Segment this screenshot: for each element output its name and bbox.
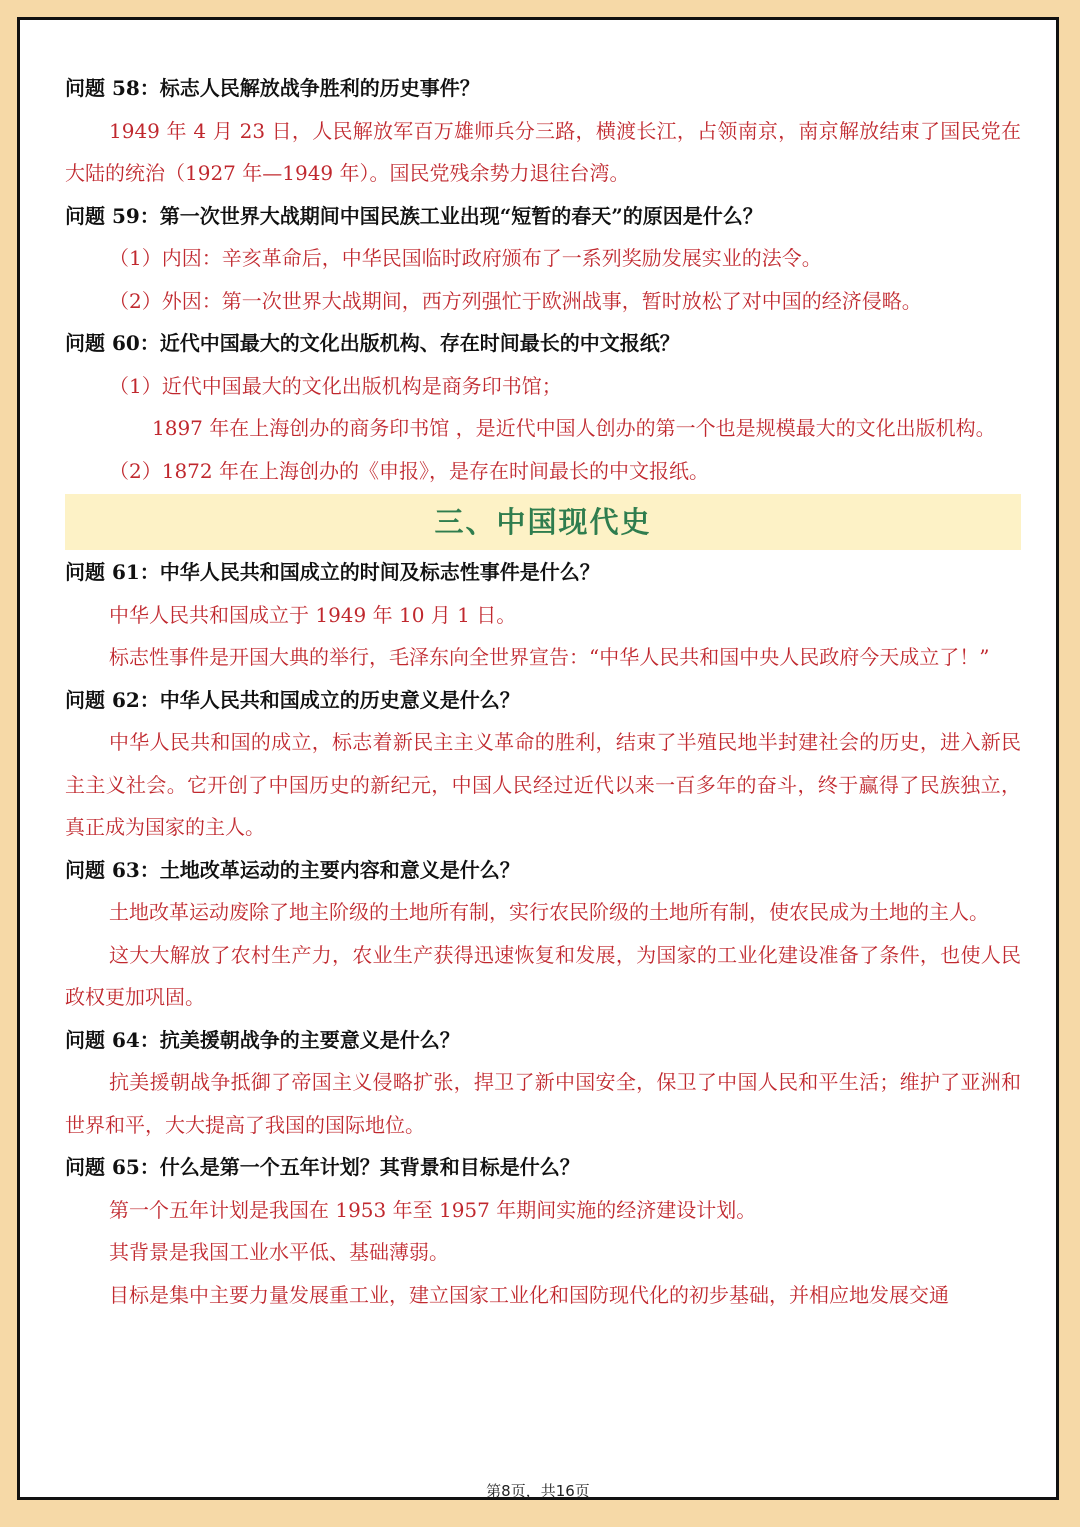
question-61-answer-1: 中华人民共和国成立于 1949 年 10 月 1 日。	[109, 602, 517, 627]
question-58-title: 问题 58：标志人民解放战争胜利的历史事件？	[65, 76, 480, 100]
document-content	[65, 67, 1021, 1316]
question-62-answer: 中华人民共和国的成立，标志着新民主主义革命的胜利，结束了半殖民地半封建社会的历史，进入新民主主义社会。它开创了中国历史的新纪元，中国人民经过近代以来一百多年的奋斗，终于赢得了民族独立，真正成为国家的主人。	[65, 730, 1021, 839]
question-65-title: 问题 65：什么是第一个五年计划？其背景和目标是什么？	[65, 1155, 580, 1179]
question-60-title: 问题 60：近代中国最大的文化出版机构、存在时间最长的中文报纸？	[65, 331, 680, 355]
question-59-title: 问题 59：第一次世界大战期间中国民族工业出现“短暂的春天”的原因是什么？	[65, 203, 763, 228]
question-64-answer: 抗美援朝战争抵御了帝国主义侵略扩张，捍卫了新中国安全，保卫了中国人民和平生活；维护了亚洲和世界和平，大大提高了我国的国际地位。	[65, 1070, 1021, 1137]
question-63-answer-1: 土地改革运动废除了地主阶级的土地所有制，实行农民阶级的土地所有制，使农民成为土地的主人。	[109, 900, 989, 924]
question-60-answer-2: （2）1872 年在上海创办的《申报》，是存在时间最长的中文报纸。	[109, 458, 709, 483]
question-65-answer-3: 目标是集中主要力量发展重工业，建立国家工业化和国防现代化的初步基础，并相应地发展交通	[109, 1282, 949, 1307]
question-63-answer-2: 这大大解放了农村生产力，农业生产获得迅速恢复和发展，为国家的工业化建设准备了条件，也使人民政权更加巩固。	[65, 942, 1021, 1009]
question-59-answer-1: （1）内因：辛亥革命后，中华民国临时政府颁布了一系列奖励发展实业的法令。	[109, 246, 822, 270]
question-64-title: 问题 64：抗美援朝战争的主要意义是什么？	[65, 1027, 460, 1052]
question-60-answer-1: （1）近代中国最大的文化出版机构是商务印书馆；	[109, 373, 562, 398]
question-61-answer-2: 标志性事件是开国大典的举行，毛泽东向全世界宣告：“中华人民共和国中央人民政府今天成立了！”	[109, 645, 990, 669]
question-62-title: 问题 62：中华人民共和国成立的历史意义是什么？	[65, 687, 520, 712]
question-60-answer-detail: 1897 年在上海创办的商务印书馆 ，是近代中国人创办的第一个也是规模最大的文化出版机构。	[152, 416, 996, 440]
question-61-title: 问题 61：中华人民共和国成立的时间及标志性事件是什么？	[65, 560, 600, 584]
question-58-answer: 1949 年 4 月 23 日，人民解放军百万雄师兵分三路，横渡长江，占领南京，南京解放结束了国民党在大陆的统治（1927 年—1949 年）。国民党残余势力退往台湾。	[65, 118, 1021, 185]
question-59-answer-2: （2）外因：第一次世界大战期间，西方列强忙于欧洲战事，暂时放松了对中国的经济侵略。	[109, 288, 922, 313]
question-65-answer-1: 第一个五年计划是我国在 1953 年至 1957 年期间实施的经济建设计划。	[109, 1197, 757, 1222]
question-63-title: 问题 63：土地改革运动的主要内容和意义是什么？	[65, 857, 520, 882]
document-page	[17, 17, 1059, 1500]
page-number: 第8页，共16页	[486, 1482, 590, 1500]
section-heading: 三、中国现代史	[65, 494, 1021, 550]
question-65-answer-2: 其背景是我国工业水平低、基础薄弱。	[109, 1240, 449, 1264]
